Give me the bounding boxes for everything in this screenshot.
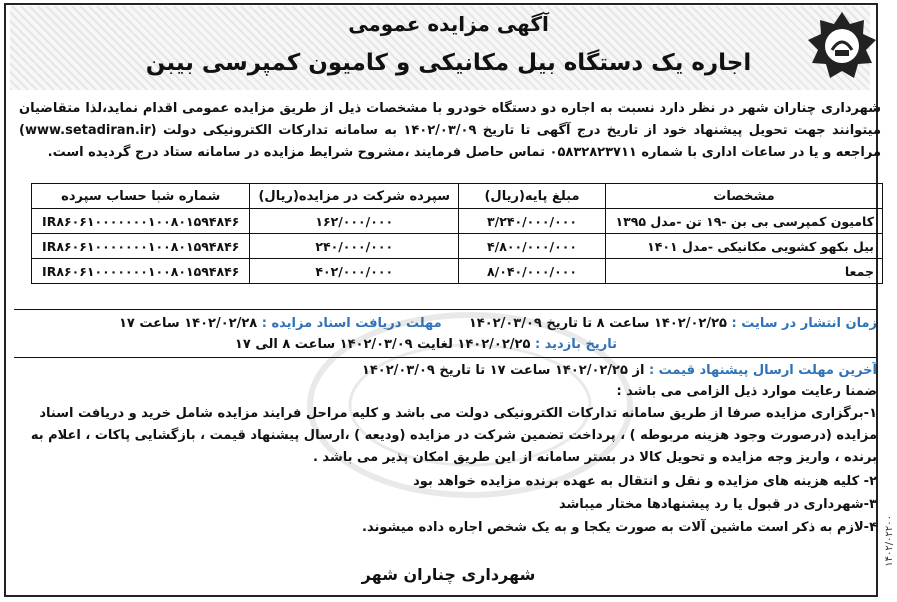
publish-label: زمان انتشار در سایت : [731, 316, 877, 331]
rule-3: ۳-شهرداری در قبول یا رد پیشنهادها مختار میباشد [559, 497, 877, 512]
rule-4: ۴-لازم به ذکر است ماشین آلات به صورت یکجا و به یک شخص اجاره داده میشوند. [362, 520, 877, 535]
auction-items-table [31, 183, 883, 284]
table-row-total [32, 259, 883, 284]
docs-value: ۱۴۰۲/۰۲/۲۸ ساعت ۱۷ [118, 316, 258, 331]
table-row [32, 209, 883, 234]
rule-1: ۱-برگزاری مزایده صرفا از طریق سامانه تدارکات الکترونیکی دولت می باشد و کلیه مراحل فرایند مزایده شامل خرید و دریافت اسناد مزایده (درصورت وجود هزینه مربوطه ) ، پرداخت تضمین شرکت در مزایده (ودیعه ) ،ارسال پیشنهاد قیمت ، بازگشایی پاکات ، اعلام به برنده ، واریز وجه مزایده و تحویل کالا در بستر سامانه از این طریق امکان پذیر می باشد . [30, 406, 877, 465]
publish-value: ۱۴۰۲/۰۲/۲۵ ساعت ۸ تا تاریخ ۱۴۰۲/۰۳/۰۹ [468, 316, 727, 331]
visit-value: ۱۴۰۲/۰۲/۲۵ لغایت ۱۴۰۲/۰۳/۰۹ ساعت ۸ الی ۱۷ [234, 337, 531, 352]
docs-label: مهلت دریافت اسناد مزایده : [261, 316, 442, 331]
col-header-base-price: مبلغ پایه(ریال) [459, 184, 606, 209]
cell-sheba: IR۸۶۰۶۱۰۰۰۰۰۰۰۱۰۰۸۰۱۵۹۴۸۴۶ [32, 234, 250, 259]
table-row [32, 234, 883, 259]
col-header-deposit: سپرده شرکت در مزایده(ریال) [250, 184, 459, 209]
cell-base-price: ۴/۸۰۰/۰۰۰/۰۰۰ [459, 234, 606, 259]
col-header-specs: مشخصات [606, 184, 883, 209]
cell-deposit: ۱۶۲/۰۰۰/۰۰۰ [250, 209, 459, 234]
cell-sheba: IR۸۶۰۶۱۰۰۰۰۰۰۰۱۰۰۸۰۱۵۹۴۸۴۶ [32, 259, 250, 284]
watermark-logo-icon [300, 300, 640, 510]
side-reference-code: ۱۴۰۲/۰۲۲۰۰ [884, 515, 895, 567]
intro-paragraph: شهرداری چناران شهر در نظر دارد نسبت به اجاره دو دستگاه خودرو با مشخصات ذیل از طریق مزایده عمومی اقدام نماید،لذا متقاضیان میتوانند جهت تحویل پیشنهاد خود از تاریخ درج آگهی تا تاریخ ۱۴۰۲/۰۳/۰۹ به سامانه تدارکات الکترونیکی دولت (www.setadiran.ir) مراجعه و یا در ساعات اداری با شماره ۰۵۸۳۲۸۲۳۷۱۱ تماس حاصل فرمایند ،مشروح شرایط مزایده در سامانه ستاد درج گردیده است. [19, 101, 881, 160]
table-header-row [32, 184, 883, 209]
cell-sheba: IR۸۶۰۶۱۰۰۰۰۰۰۰۱۰۰۸۰۱۵۹۴۸۴۶ [32, 209, 250, 234]
col-header-sheba: شماره شبا حساب سپرده [32, 184, 250, 209]
rule-2: ۲- کلیه هزینه های مزایده و نقل و انتقال به عهده برنده مزایده خواهد بود [413, 474, 877, 489]
cell-base-price: ۳/۲۴۰/۰۰۰/۰۰۰ [459, 209, 606, 234]
cell-base-price: ۸/۰۴۰/۰۰۰/۰۰۰ [459, 259, 606, 284]
cell-specs: بیل بکهو کشویی مکانیکی -مدل ۱۴۰۱ [606, 234, 883, 259]
cell-deposit: ۲۴۰/۰۰۰/۰۰۰ [250, 234, 459, 259]
cell-deposit: ۴۰۲/۰۰۰/۰۰۰ [250, 259, 459, 284]
signature-municipality: شهرداری چناران شهر [361, 565, 536, 584]
deadline-label: آخرین مهلت ارسال پیشنهاد قیمت : [648, 363, 877, 378]
deadline-value: از ۱۴۰۲/۰۲/۲۵ ساعت ۱۷ تا تاریخ ۱۴۰۲/۰۳/۰۹ [361, 363, 645, 378]
visit-label: تاریخ بازدید : [534, 337, 617, 352]
page-subtitle: اجاره یک دستگاه بیل مکانیکی و کامیون کمپرسی بیبن [145, 50, 752, 76]
rules-intro: ضمنا رعایت موارد ذیل الزامی می باشد : [616, 384, 877, 399]
page-title: آگهی مزایده عمومی [348, 12, 549, 36]
cell-specs: جمعا [606, 259, 883, 284]
cell-specs: کامیون کمپرسی بی بن -۱۹ تن -مدل ۱۳۹۵ [606, 209, 883, 234]
